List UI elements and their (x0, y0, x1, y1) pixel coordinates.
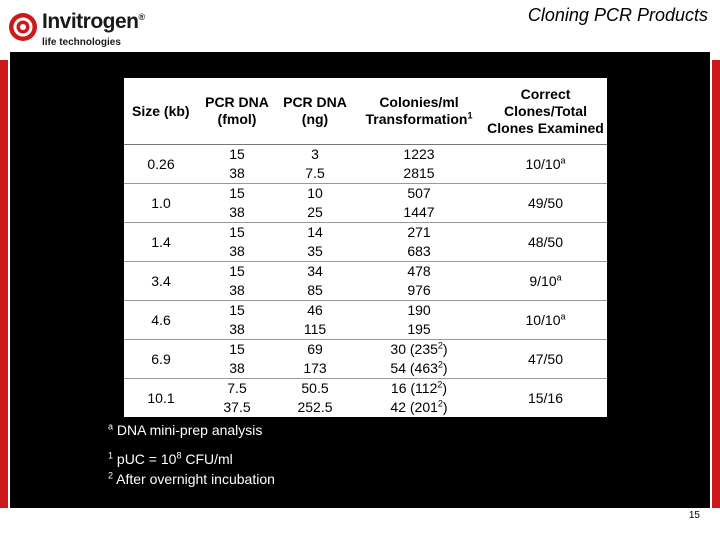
cell-fmol (198, 301, 276, 340)
cell-fmol-value: 38 (229, 321, 245, 337)
table-row (124, 145, 607, 184)
header-size: Size (kb) (124, 78, 198, 145)
cell-correct-clones: 10/10$^a$ (484, 145, 607, 184)
footnote-2: $^2$ After overnight incubation (108, 470, 275, 487)
cell-fmol-value: 7.5 (227, 380, 247, 396)
invitrogen-logo-icon (8, 12, 38, 42)
cell-fmol (198, 379, 276, 418)
cell-fmol-value: 15 (229, 224, 245, 240)
cell-correct-clones: 49/50 (484, 184, 607, 223)
cell-colonies-value: 1447 (403, 204, 435, 220)
cell-colonies-value: 478 (407, 263, 431, 279)
header-ng: PCR DNA (ng) (276, 78, 354, 145)
logo-brand: Invitrogen® (42, 10, 145, 33)
table-row (124, 262, 607, 301)
cell-colonies (354, 223, 484, 262)
cell-size: 0.26 (124, 145, 198, 184)
table-row (124, 301, 607, 340)
cell-colonies (354, 184, 484, 223)
cell-fmol-value: 38 (229, 282, 245, 298)
header-fmol: PCR DNA (fmol) (198, 78, 276, 145)
cell-ng-value: 25 (307, 204, 323, 220)
header-colonies: Colonies/ml Transformation$^1$ (354, 78, 484, 145)
cell-colonies (354, 340, 484, 379)
cell-correct-clones: 9/10$^a$ (484, 262, 607, 301)
cell-ng-value: 69 (307, 341, 323, 357)
cell-colonies-value: 976 (407, 282, 431, 298)
cell-fmol-value: 38 (229, 204, 245, 220)
cell-ng-value: 14 (307, 224, 323, 240)
cell-ng (276, 184, 354, 223)
cell-colonies-value: 271 (407, 224, 431, 240)
cell-colonies (354, 379, 484, 418)
cell-ng-value: 10 (307, 185, 323, 201)
cell-fmol (198, 340, 276, 379)
cell-fmol-value: 38 (229, 165, 245, 181)
slide-title: Cloning PCR Products (527, 5, 708, 25)
cell-ng-value: 115 (303, 321, 327, 337)
cell-ng-value: 35 (307, 243, 323, 259)
cell-ng (276, 379, 354, 418)
cell-colonies (354, 301, 484, 340)
cell-colonies-value: 507 (407, 185, 431, 201)
cell-ng-value: 7.5 (305, 165, 325, 181)
cell-fmol-value: 38 (229, 360, 245, 376)
cell-ng (276, 301, 354, 340)
cell-fmol (198, 223, 276, 262)
table-row (124, 340, 607, 379)
cell-fmol-value: 15 (229, 146, 245, 162)
cell-ng (276, 262, 354, 301)
footnote-a: $^a$ DNA mini-prep analysis (108, 421, 263, 438)
cell-ng-value: 3 (311, 146, 319, 162)
cell-size: 6.9 (124, 340, 198, 379)
cell-fmol-value: 15 (229, 263, 245, 279)
cell-colonies (354, 262, 484, 301)
cell-colonies-value: 195 (407, 321, 431, 337)
cell-colonies-value: 16 $(112^2)$ (390, 379, 448, 396)
cell-size: 10.1 (147, 389, 175, 406)
cell-ng-value: 173 (303, 360, 327, 376)
invitrogen-logo (6, 8, 146, 52)
cell-correct-clones: 15/16 (527, 389, 564, 406)
cell-fmol (198, 145, 276, 184)
cell-colonies-value: 190 (407, 302, 431, 318)
cell-correct-clones: 47/50 (484, 340, 607, 379)
cell-ng-value: 85 (307, 282, 323, 298)
cell-size: 4.6 (124, 301, 198, 340)
cell-fmol-value: 15 (229, 185, 245, 201)
cell-ng-value: 46 (307, 302, 323, 318)
cell-ng (276, 145, 354, 184)
cell-ng (276, 223, 354, 262)
cell-colonies-value: 42 $(201^2)$ (390, 398, 448, 415)
cell-ng (276, 340, 354, 379)
cell-fmol-value: 15 (229, 302, 245, 318)
cell-ng-value: 50.5 (301, 380, 329, 396)
cloning-results-table (124, 78, 607, 417)
table-row (124, 379, 607, 418)
cell-colonies (354, 145, 484, 184)
table-row (124, 223, 607, 262)
table-body (124, 145, 607, 418)
cell-colonies-value: 1223 (403, 146, 435, 162)
cell-correct-clones: 48/50 (484, 223, 607, 262)
red-side-bar-right (712, 60, 720, 508)
cell-ng-value: 252.5 (297, 399, 333, 415)
cell-colonies-value: 30 $(235^2)$ (390, 340, 448, 357)
table-header-row (124, 78, 607, 145)
cell-fmol-value: 15 (229, 341, 245, 357)
cell-size: 1.4 (124, 223, 198, 262)
cell-fmol-value: 38 (229, 243, 245, 259)
cell-fmol (198, 184, 276, 223)
table-row (124, 184, 607, 223)
header-correct-clones: Correct Clones/Total Clones Examined (484, 78, 607, 145)
cell-correct-clones: 10/10$^a$ (484, 301, 607, 340)
cell-colonies-value: 2815 (403, 165, 435, 181)
cell-size: 1.0 (124, 184, 198, 223)
cell-colonies-value: 683 (407, 243, 431, 259)
cell-colonies-value: 54 $(463^2)$ (390, 359, 448, 376)
page-number: 15 (688, 510, 700, 521)
cell-ng-value: 34 (307, 263, 323, 279)
cell-fmol (198, 262, 276, 301)
red-side-bar-left (0, 60, 8, 508)
footnote-1: $^1$ pUC = $10^8$ CFU/ml (108, 450, 233, 467)
cell-fmol-value: 37.5 (223, 399, 251, 415)
logo-tagline: life technologies (42, 37, 121, 48)
cell-size: 3.4 (124, 262, 198, 301)
